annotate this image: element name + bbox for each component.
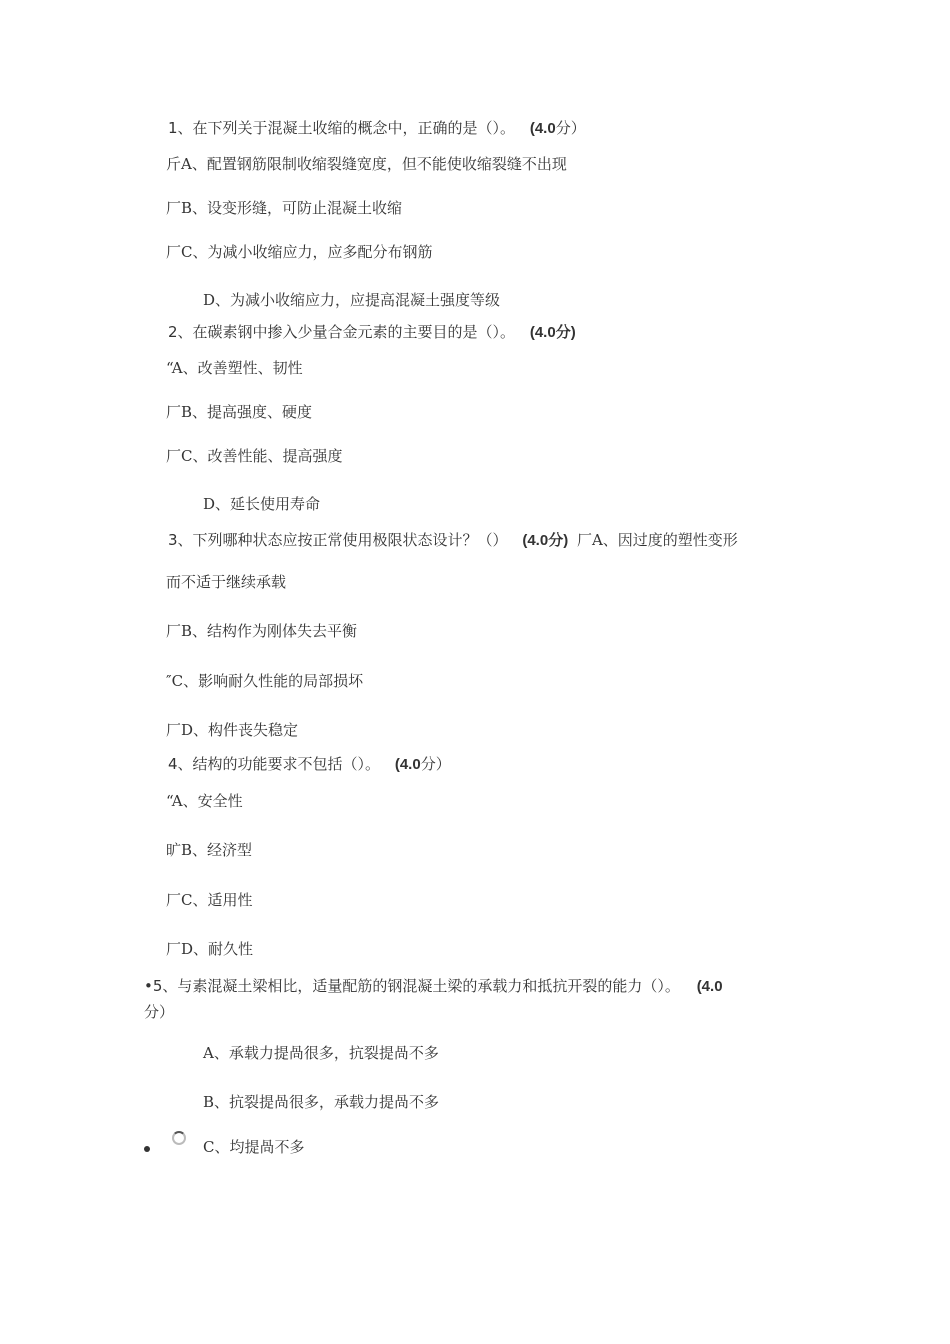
question-2-option-d[interactable]: D、延长使用寿命 xyxy=(203,495,321,513)
question-3-title: 3、下列哪种状态应按正常使用极限状态设计？（） (4.0分) 厂A、因过度的塑性变形 xyxy=(168,531,738,549)
question-3-option-b[interactable]: 厂B、结构作为刚体失去平衡 xyxy=(166,622,358,640)
question-5-title: •5、与素混凝土梁相比，适量配筋的钢混凝土梁的承载力和抵抗开裂的能力（）。 (4.0 xyxy=(144,977,723,995)
question-2-option-b[interactable]: 厂B、提高强度、硬度 xyxy=(166,403,313,421)
question-5-points-unit: 分） xyxy=(144,1003,175,1021)
question-4-option-b[interactable]: 旷B、经济型 xyxy=(166,841,253,859)
question-1-option-b[interactable]: 厂B、设变形缝，可防止混凝土收缩 xyxy=(166,199,403,217)
question-3-option-c[interactable]: ″C、影响耐久性能的局部损坏 xyxy=(166,672,364,690)
question-1-option-d[interactable]: D、为减小收缩应力，应提高混凝土强度等级 xyxy=(203,291,501,309)
question-3-option-d[interactable]: 厂D、构件丧失稳定 xyxy=(166,721,299,739)
question-4-option-a[interactable]: “A、安全性 xyxy=(166,792,243,810)
question-2-title: 2、在碳素钢中掺入少量合金元素的主要目的是（）。 (4.0分) xyxy=(168,323,576,341)
question-1-title: 1、在下列关于混凝土收缩的概念中，正确的是（）。 (4.0分） xyxy=(168,119,586,137)
question-1-option-a[interactable]: 斤A、配置钢筋限制收缩裂缝宽度，但不能使收缩裂缝不出现 xyxy=(166,155,567,173)
loading-spinner-icon xyxy=(172,1131,186,1145)
question-5-option-b[interactable]: B、抗裂提咼很多，承载力提咼不多 xyxy=(203,1093,440,1111)
question-4-option-c[interactable]: 厂C、适用性 xyxy=(166,891,253,909)
question-4-option-d[interactable]: 厂D、耐久性 xyxy=(166,940,254,958)
question-2-option-c[interactable]: 厂C、改善性能、提高强度 xyxy=(166,447,343,465)
question-5-option-a[interactable]: A、承载力提咼很多，抗裂提咼不多 xyxy=(203,1044,439,1062)
question-4-title: 4、结构的功能要求不包括（）。 (4.0分） xyxy=(168,755,451,773)
question-1-option-c[interactable]: 厂C、为减小收缩应力，应多配分布钢筋 xyxy=(166,243,433,261)
bullet-icon xyxy=(144,1146,150,1152)
question-2-option-a[interactable]: “A、改善塑性、韧性 xyxy=(166,359,303,377)
question-5-option-c[interactable]: C、均提咼不多 xyxy=(203,1138,305,1156)
question-3-option-a-continuation[interactable]: 而不适于继续承载 xyxy=(166,573,287,591)
question-3-option-a[interactable]: 厂A、因过度的塑性变形 xyxy=(576,531,738,549)
